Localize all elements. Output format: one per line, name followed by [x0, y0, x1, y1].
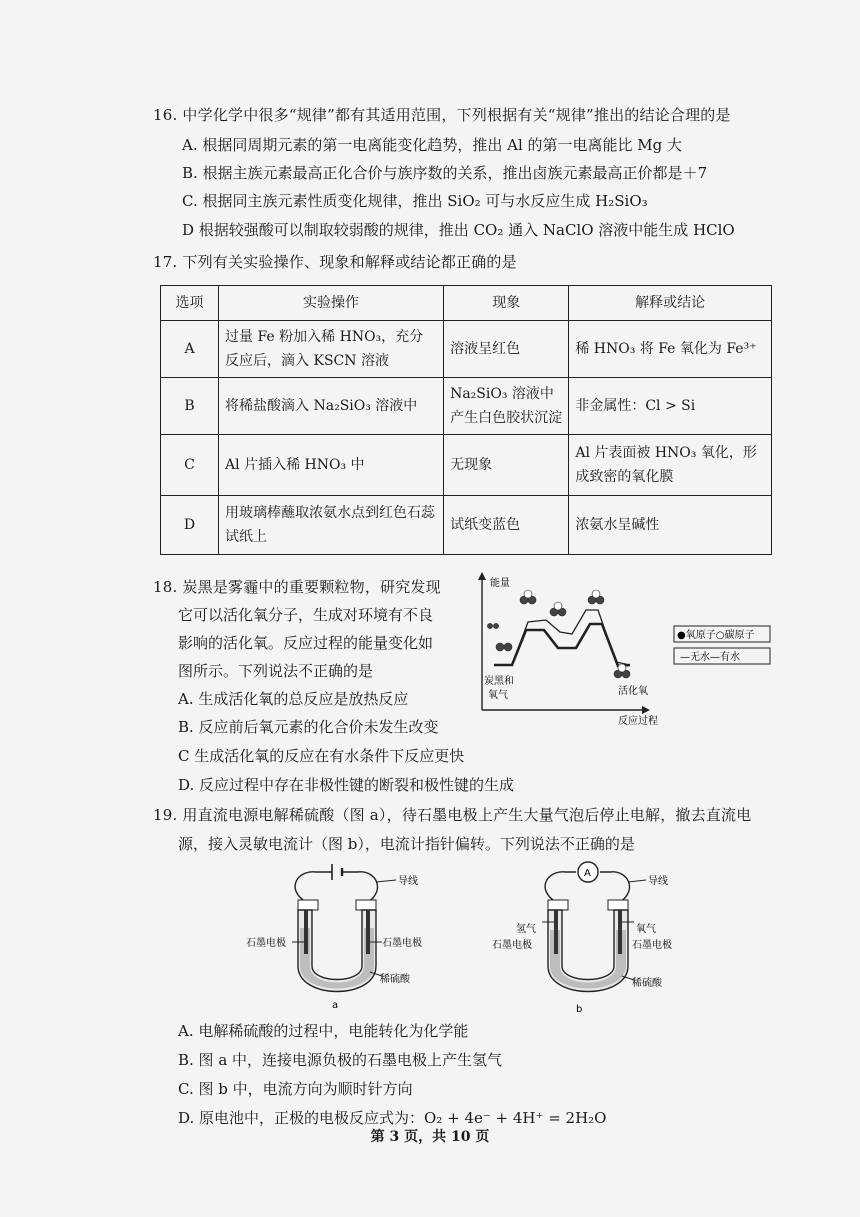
- table-row: [161, 378, 772, 435]
- table-header-row: [161, 286, 772, 321]
- col-header-phenomenon: 现象: [444, 286, 569, 321]
- energy-diagram: [468, 570, 774, 728]
- q19-stem-line1: 19. 用直流电源电解稀硫酸（图 a），待石墨电极上产生大量气泡后停止电解，撤去直流电: [153, 806, 752, 824]
- cell-operation: 将稀盐酸滴入 Na₂SiO₃ 溶液中: [219, 378, 444, 435]
- q16-option-a: A. 根据同周期元素的第一电离能变化趋势，推出 Al 的第一电离能比 Mg 大: [182, 136, 683, 154]
- q18-stem-line4: 图所示。下列说法不正确的是: [178, 662, 374, 680]
- q19-option-a: A. 电解稀硫酸的过程中，电能转化为化学能: [178, 1022, 469, 1040]
- wire-label: 导线: [398, 876, 418, 887]
- cell-phenomenon: 溶液呈红色: [444, 321, 569, 378]
- y-axis-label: 能量: [490, 578, 510, 589]
- acid-label: 稀硫酸: [632, 978, 662, 989]
- left-electrode-label: 石墨电极: [492, 940, 532, 951]
- hydrogen-label: 氢气: [516, 924, 536, 935]
- cell-operation: 用玻璃棒蘸取浓氨水点到红色石蕊试纸上: [219, 496, 444, 555]
- col-header-option: 选项: [161, 286, 219, 321]
- q17-table: [160, 285, 772, 555]
- cell-phenomenon: Na₂SiO₃ 溶液中产生白色胶状沉淀: [444, 378, 569, 435]
- cell-phenomenon: 试纸变蓝色: [444, 496, 569, 555]
- q17-stem: 17. 下列有关实验操作、现象和解释或结论都正确的是: [153, 253, 517, 271]
- table-row: [161, 435, 772, 496]
- ammeter-icon: A: [584, 868, 591, 879]
- end-label: 活化氧: [618, 686, 648, 697]
- acid-label: 稀硫酸: [380, 974, 410, 985]
- table-row: [161, 496, 772, 555]
- cell-option: C: [161, 435, 219, 496]
- q16-option-d: D 根据较强酸可以制取较弱酸的规律，推出 CO₂ 通入 NaClO 溶液中能生成 HClO: [182, 221, 735, 239]
- q18-option-d: D. 反应过程中存在非极性键的断裂和极性键的生成: [178, 776, 515, 794]
- q18-stem-line2: 它可以活化氧分子，生成对环境有不良: [178, 606, 434, 624]
- figure-b-caption: b: [576, 1004, 583, 1015]
- figure-a-caption: a: [332, 1000, 339, 1010]
- electrolysis-figure-a: [236, 860, 422, 1010]
- cell-option: D: [161, 496, 219, 555]
- col-header-explanation: 解释或结论: [569, 286, 772, 321]
- page-footer: 第 3 页，共 10 页: [370, 1129, 490, 1145]
- q19-option-c: C. 图 b 中，电流方向为顺时针方向: [178, 1080, 413, 1098]
- legend-lines: —无水—有水: [680, 652, 740, 663]
- q19-option-d: D. 原电池中，正极的电极反应式为：O₂ + 4e⁻ + 4H⁺ = 2H₂O: [178, 1109, 607, 1127]
- x-axis-label: 反应过程: [618, 716, 658, 727]
- start-label-1: 炭黑和: [484, 676, 514, 687]
- q18-option-c: C 生成活化氧的反应在有水条件下反应更快: [178, 747, 465, 765]
- q16-option-c: C. 根据同主族元素性质变化规律，推出 SiO₂ 可与水反应生成 H₂SiO₃: [182, 192, 648, 210]
- cell-option: B: [161, 378, 219, 435]
- cell-explanation: Al 片表面被 HNO₃ 氧化，形成致密的氧化膜: [569, 435, 772, 496]
- cell-explanation: 非金属性：Cl > Si: [569, 378, 772, 435]
- q19-option-b: B. 图 a 中，连接电源负极的石墨电极上产生氢气: [178, 1051, 503, 1069]
- galvanic-figure-b: [486, 860, 676, 1016]
- start-label-2: 氧气: [488, 690, 508, 701]
- q16-stem: 16. 中学化学中很多“规律”都有其适用范围，下列根据有关“规律”推出的结论合理的是: [153, 106, 731, 124]
- right-electrode-label: 石墨电极: [382, 938, 422, 949]
- q18-option-b: B. 反应前后氧元素的化合价未发生改变: [178, 718, 439, 736]
- right-electrode-label: 石墨电极: [632, 940, 672, 951]
- q18-stem-line1: 18. 炭黑是雾霾中的重要颗粒物，研究发现: [153, 578, 441, 596]
- legend-atoms: ●氧原子○碳原子: [677, 630, 755, 641]
- wire-label: 导线: [648, 876, 668, 887]
- q19-stem-line2: 源，接入灵敏电流计（图 b），电流计指针偏转。下列说法不正确的是: [178, 835, 635, 853]
- cell-option: A: [161, 321, 219, 378]
- col-header-operation: 实验操作: [219, 286, 444, 321]
- water-curve: [494, 624, 630, 666]
- q16-option-b: B. 根据主族元素最高正化合价与族序数的关系，推出卤族元素最高正价都是＋7: [182, 164, 708, 182]
- cell-explanation: 稀 HNO₃ 将 Fe 氧化为 Fe³⁺: [569, 321, 772, 378]
- oxygen-label: 氧气: [636, 924, 656, 935]
- cell-explanation: 浓氨水呈碱性: [569, 496, 772, 555]
- q18-option-a: A. 生成活化氧的总反应是放热反应: [178, 690, 409, 708]
- left-electrode-label: 石墨电极: [246, 938, 286, 949]
- cell-phenomenon: 无现象: [444, 435, 569, 496]
- cell-operation: Al 片插入稀 HNO₃ 中: [219, 435, 444, 496]
- table-row: [161, 321, 772, 378]
- cell-operation: 过量 Fe 粉加入稀 HNO₃，充分反应后，滴入 KSCN 溶液: [219, 321, 444, 378]
- q18-stem-line3: 影响的活化氧。反应过程的能量变化如: [178, 634, 434, 652]
